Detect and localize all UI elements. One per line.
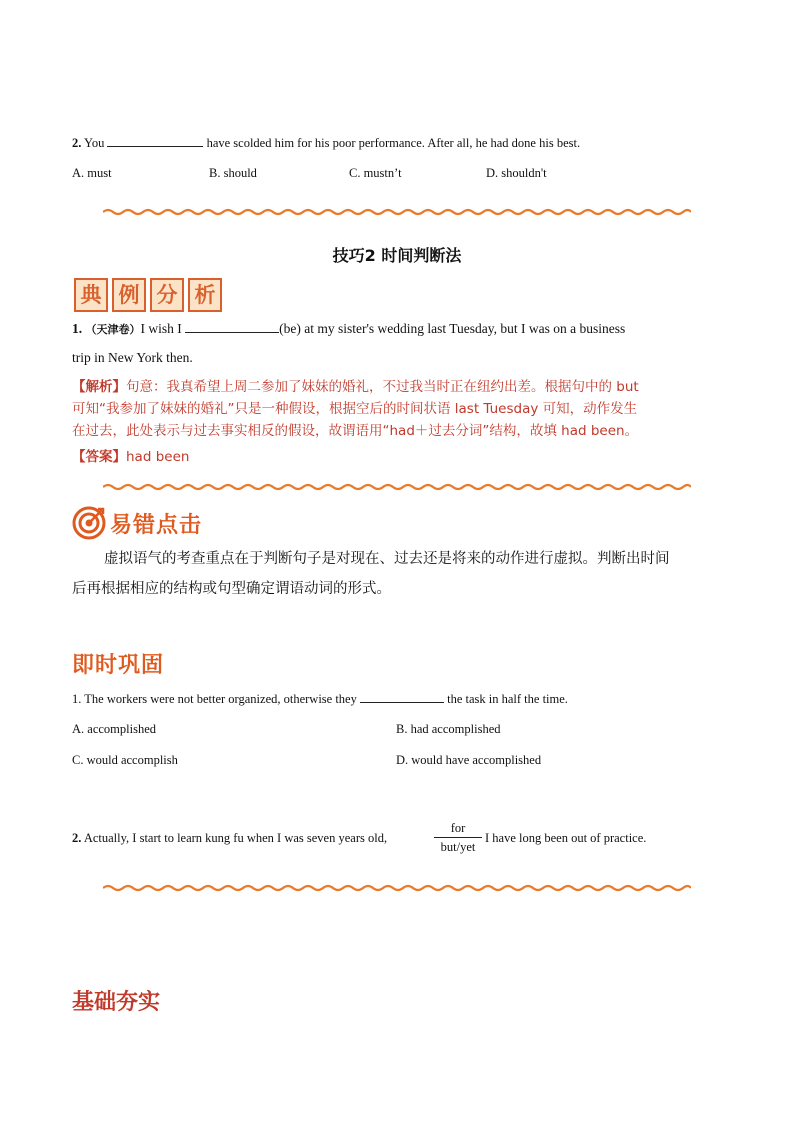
option-d: D. would have accomplished (396, 753, 542, 767)
answer-blank[interactable] (107, 134, 203, 147)
option-a: A. accomplished (72, 722, 157, 736)
mistake-text-line2: 后再根据相应的结构或句型确定谓语动词的形式。 (72, 581, 391, 597)
option-b: B. had accomplished (396, 722, 501, 736)
fraction-bar (434, 837, 482, 838)
practice-question-2-end: I have long been out of practice. (485, 831, 647, 845)
question-2-stem: 2. You have scolded him for his poor performance. After all, he had done his best. (72, 136, 581, 150)
analysis-line1: 【解析】句意：我真希望上周二参加了妹妹的婚礼，不过我当时正在纽约出差。根据句中的 but (72, 379, 639, 395)
wavy-divider (103, 208, 691, 216)
target-icon (72, 506, 106, 540)
wavy-divider (103, 884, 691, 892)
option-a: A. must (72, 166, 112, 180)
analysis-line3: 在过去，此处表示与过去事实相反的假设，故谓语用“had＋过去分词”结构，故填 had been。 (72, 423, 639, 439)
mistake-heading: 易错点击 (110, 513, 203, 538)
option-c: C. mustn’t (349, 166, 402, 180)
example-question-line1: 1. （天津卷）I wish I (be) at my sister's wedding last Tuesday, but I was on a business (72, 321, 626, 336)
option-d: D. shouldn't (486, 166, 547, 180)
section-title: 技巧2 时间判断法 (332, 246, 462, 265)
practice-question-1: 1. The workers were not better organized, otherwise they the task in half the time. (72, 692, 568, 706)
option-c: C. would accomplish (72, 753, 178, 767)
choice-bottom: but/yet (440, 840, 476, 854)
answer-line: 【答案】had been (72, 449, 190, 465)
practice-heading: 即时巩固 (72, 653, 165, 678)
practice-question-2: 2. Actually, I start to learn kung fu when I was seven years old, (72, 831, 388, 845)
answer-blank[interactable] (360, 690, 444, 703)
mistake-text-line1: 虚拟语气的考查重点在于判断句子是对现在、过去还是将来的动作进行虚拟。判断出时间 (104, 551, 670, 567)
answer-blank[interactable] (185, 320, 279, 333)
wavy-divider (103, 483, 691, 491)
source-tag: （天津卷） (85, 323, 141, 336)
choice-fraction (434, 820, 482, 855)
choice-top: for (450, 821, 466, 835)
basics-heading: 基础夯实 (72, 989, 161, 1015)
option-b: B. should (209, 166, 257, 180)
example-question-line2: trip in New York then. (72, 350, 193, 365)
example-analysis-stamp: 典 例 分 析 (74, 278, 226, 312)
analysis-line2: 可知“我参加了妹妹的婚礼”只是一种假设，根据空后的时间状语 last Tuesday 可知，动作发生 (72, 401, 638, 417)
